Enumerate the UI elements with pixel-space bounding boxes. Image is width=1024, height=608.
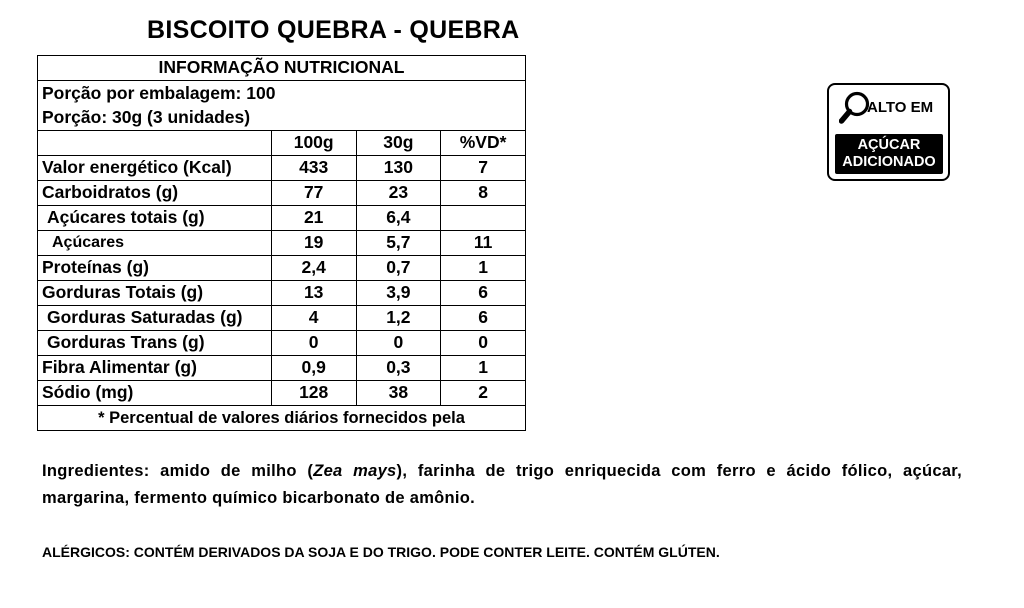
badge-line-2: ADICIONADO <box>842 154 936 170</box>
column-header-100g: 100g <box>271 131 356 156</box>
row-value-vd: 0 <box>441 331 526 356</box>
row-label: Açúcares totais (g) <box>38 206 272 231</box>
row-value-30g: 38 <box>356 381 441 406</box>
table-row <box>38 281 526 306</box>
table-row <box>38 381 526 406</box>
row-label: Valor energético (Kcal) <box>38 156 272 181</box>
row-value-30g: 6,4 <box>356 206 441 231</box>
row-value-vd: 11 <box>441 231 526 256</box>
serving-size: Porção: 30g (3 unidades) <box>38 106 526 131</box>
ingredients-text <box>42 458 962 512</box>
row-label: Açúcares <box>38 231 272 256</box>
row-value-30g: 3,9 <box>356 281 441 306</box>
badge-warning-box <box>835 134 943 174</box>
row-value-30g: 0,7 <box>356 256 441 281</box>
table-row <box>38 206 526 231</box>
column-header-30g: 30g <box>356 131 441 156</box>
row-value-100g: 4 <box>271 306 356 331</box>
row-label: Gorduras Trans (g) <box>38 331 272 356</box>
row-label: Fibra Alimentar (g) <box>38 356 272 381</box>
table-row <box>38 256 526 281</box>
row-label: Gorduras Saturadas (g) <box>38 306 272 331</box>
row-value-vd: 6 <box>441 281 526 306</box>
empty-corner-cell <box>38 131 272 156</box>
ingredients-suffix: ), farinha de trigo enriquecida com ferro e ácido fólico, açúcar, margarina, fermento químico bicarbonato de amônio. <box>42 462 962 507</box>
table-row <box>38 181 526 206</box>
row-label: Sódio (mg) <box>38 381 272 406</box>
row-value-vd: 8 <box>441 181 526 206</box>
row-value-100g: 21 <box>271 206 356 231</box>
row-label: Carboidratos (g) <box>38 181 272 206</box>
serving-size-row <box>38 106 526 131</box>
ingredients-prefix: Ingredientes: amido de milho ( <box>42 462 314 480</box>
row-label: Gorduras Totais (g) <box>38 281 272 306</box>
ingredients-scientific-name: Zea mays <box>313 462 397 480</box>
table-header: INFORMAÇÃO NUTRICIONAL <box>38 56 526 81</box>
row-value-30g: 0 <box>356 331 441 356</box>
servings-row <box>38 81 526 106</box>
high-added-sugar-badge <box>827 83 950 181</box>
servings-per-package: Porção por embalagem: 100 <box>38 81 526 106</box>
row-value-30g: 0,3 <box>356 356 441 381</box>
table-footnote: * Percentual de valores diários fornecidos pela <box>38 406 526 431</box>
badge-line-1: AÇÚCAR <box>857 137 921 153</box>
row-value-100g: 433 <box>271 156 356 181</box>
table-row <box>38 356 526 381</box>
row-value-vd: 1 <box>441 256 526 281</box>
product-title: BISCOITO QUEBRA - QUEBRA <box>147 16 520 44</box>
row-value-100g: 128 <box>271 381 356 406</box>
nutrition-table <box>37 55 526 431</box>
row-value-30g: 130 <box>356 156 441 181</box>
badge-top-text: ALTO EM <box>867 99 934 116</box>
row-value-100g: 13 <box>271 281 356 306</box>
row-value-100g: 2,4 <box>271 256 356 281</box>
row-value-100g: 0 <box>271 331 356 356</box>
column-header-row <box>38 131 526 156</box>
table-row <box>38 231 526 256</box>
row-value-30g: 23 <box>356 181 441 206</box>
row-value-vd <box>441 206 526 231</box>
row-value-30g: 1,2 <box>356 306 441 331</box>
row-label: Proteínas (g) <box>38 256 272 281</box>
table-row <box>38 331 526 356</box>
footnote-row <box>38 406 526 431</box>
table-header-row <box>38 56 526 81</box>
allergens-text: ALÉRGICOS: CONTÉM DERIVADOS DA SOJA E DO TRIGO. PODE CONTER LEITE. CONTÉM GLÚTEN. <box>42 544 720 560</box>
row-value-30g: 5,7 <box>356 231 441 256</box>
table-row <box>38 156 526 181</box>
row-value-vd: 7 <box>441 156 526 181</box>
row-value-vd: 6 <box>441 306 526 331</box>
row-value-vd: 2 <box>441 381 526 406</box>
row-value-vd: 1 <box>441 356 526 381</box>
row-value-100g: 19 <box>271 231 356 256</box>
column-header-vd: %VD* <box>441 131 526 156</box>
row-value-100g: 77 <box>271 181 356 206</box>
table-row <box>38 306 526 331</box>
row-value-100g: 0,9 <box>271 356 356 381</box>
